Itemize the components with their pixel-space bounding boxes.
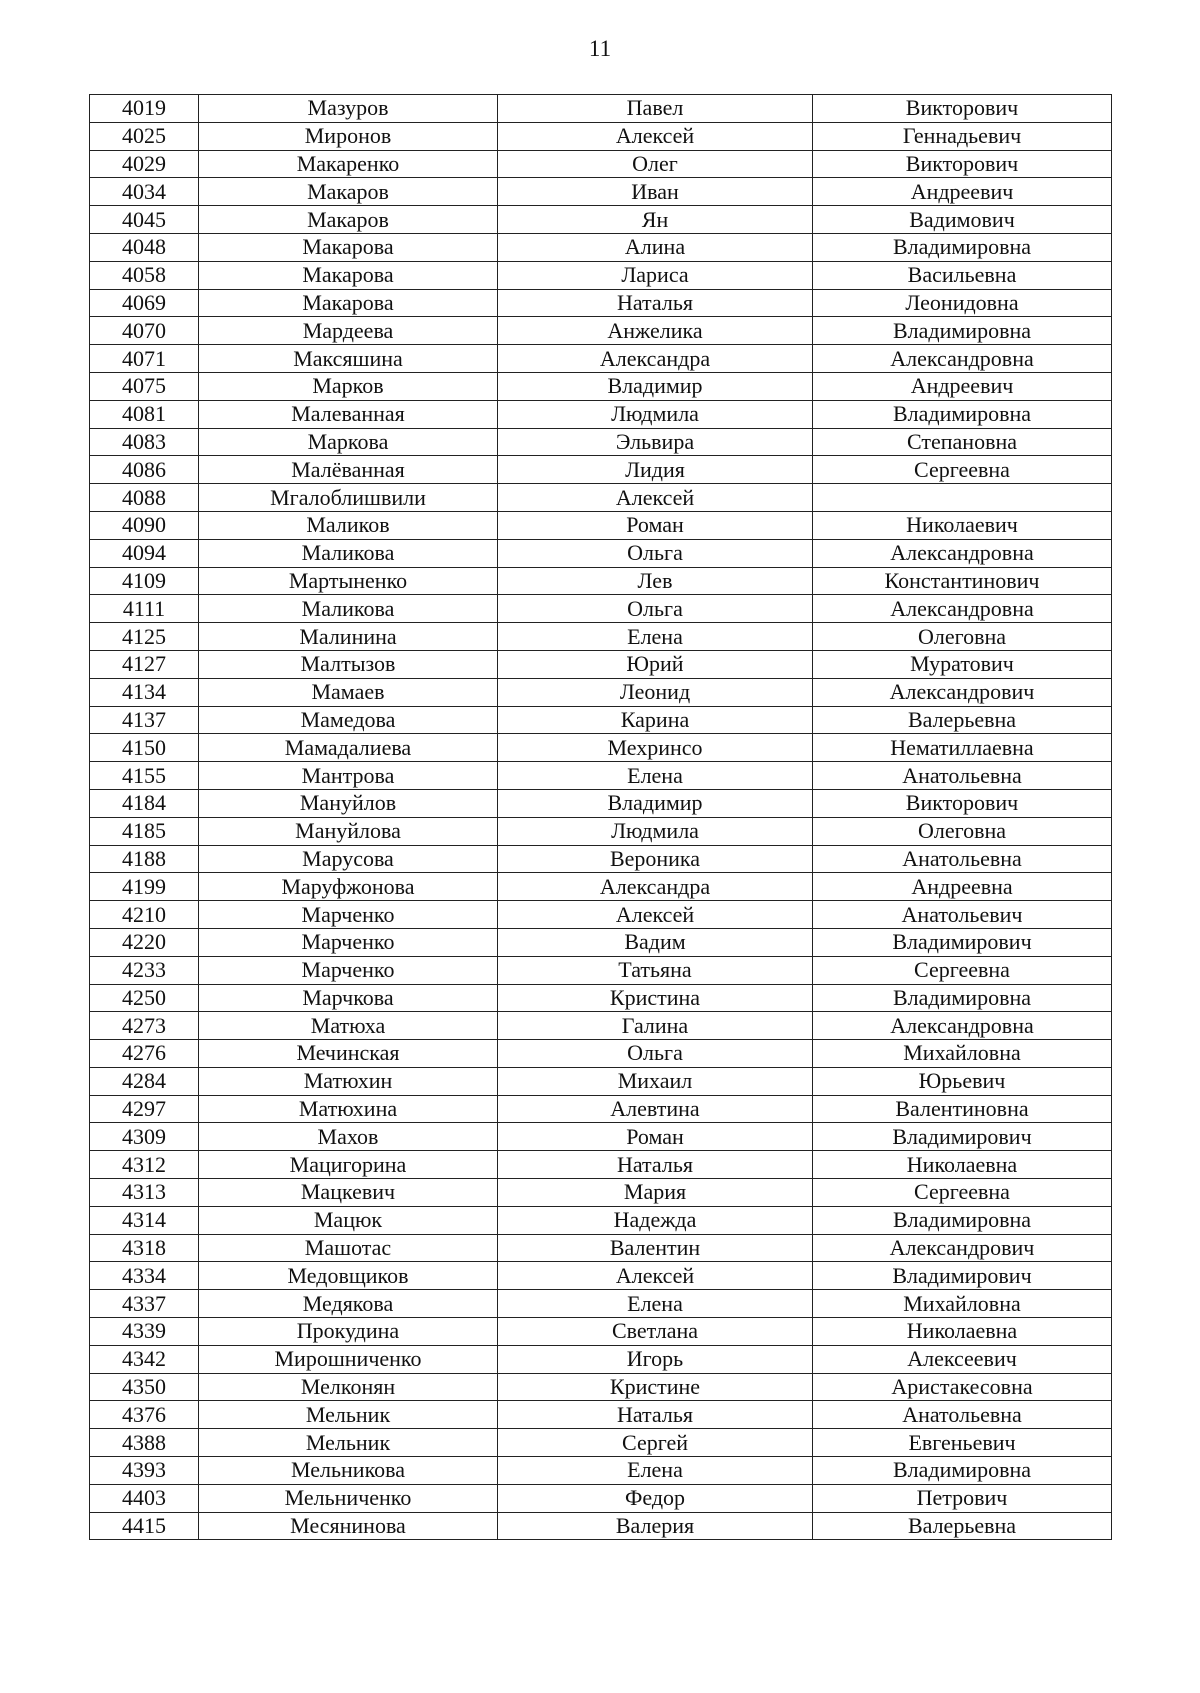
- patronymic-cell: Викторович: [813, 95, 1112, 123]
- first-name-cell: Надежда: [498, 1206, 813, 1234]
- table-row: [90, 845, 1112, 873]
- last-name-cell: Мацигорина: [199, 1151, 498, 1179]
- table-row: [90, 1457, 1112, 1485]
- patronymic-cell: Михайловна: [813, 1040, 1112, 1068]
- last-name-cell: Мануйлова: [199, 817, 498, 845]
- first-name-cell: Кристине: [498, 1373, 813, 1401]
- table-row: [90, 595, 1112, 623]
- patronymic-cell: Андреевич: [813, 372, 1112, 400]
- first-name-cell: Юрий: [498, 650, 813, 678]
- patronymic-cell: Сергеевна: [813, 956, 1112, 984]
- last-name-cell: Малинина: [199, 623, 498, 651]
- last-name-cell: Матюхина: [199, 1095, 498, 1123]
- last-name-cell: Мамаев: [199, 678, 498, 706]
- record-number-cell: 4342: [90, 1345, 199, 1373]
- record-number-cell: 4250: [90, 984, 199, 1012]
- record-number-cell: 4086: [90, 456, 199, 484]
- last-name-cell: Мгалоблишвили: [199, 484, 498, 512]
- patronymic-cell: Васильевна: [813, 261, 1112, 289]
- table-row: [90, 1262, 1112, 1290]
- last-name-cell: Марченко: [199, 956, 498, 984]
- record-number-cell: 4019: [90, 95, 199, 123]
- last-name-cell: Мантрова: [199, 762, 498, 790]
- record-number-cell: 4313: [90, 1179, 199, 1207]
- record-number-cell: 4415: [90, 1512, 199, 1540]
- table-row: [90, 1290, 1112, 1318]
- first-name-cell: Мехринсо: [498, 734, 813, 762]
- record-number-cell: 4185: [90, 817, 199, 845]
- last-name-cell: Медовщиков: [199, 1262, 498, 1290]
- record-number-cell: 4088: [90, 484, 199, 512]
- patronymic-cell: Вадимович: [813, 206, 1112, 234]
- table-row: [90, 1484, 1112, 1512]
- last-name-cell: Маликов: [199, 511, 498, 539]
- record-number-cell: 4127: [90, 650, 199, 678]
- record-number-cell: 4090: [90, 511, 199, 539]
- record-number-cell: 4109: [90, 567, 199, 595]
- last-name-cell: Мардеева: [199, 317, 498, 345]
- last-name-cell: Мельниченко: [199, 1484, 498, 1512]
- last-name-cell: Мирошниченко: [199, 1345, 498, 1373]
- first-name-cell: Наталья: [498, 289, 813, 317]
- table-row: [90, 650, 1112, 678]
- last-name-cell: Малтызов: [199, 650, 498, 678]
- record-number-cell: 4125: [90, 623, 199, 651]
- record-number-cell: 4318: [90, 1234, 199, 1262]
- table-row: [90, 1373, 1112, 1401]
- table-row: [90, 1151, 1112, 1179]
- patronymic-cell: Александрович: [813, 678, 1112, 706]
- patronymic-cell: Викторович: [813, 789, 1112, 817]
- first-name-cell: Федор: [498, 1484, 813, 1512]
- patronymic-cell: Николаевич: [813, 511, 1112, 539]
- table-row: [90, 178, 1112, 206]
- table-row: [90, 984, 1112, 1012]
- patronymic-cell: Муратович: [813, 650, 1112, 678]
- last-name-cell: Макарова: [199, 233, 498, 261]
- first-name-cell: Людмила: [498, 400, 813, 428]
- patronymic-cell: Олеговна: [813, 817, 1112, 845]
- table-row: [90, 1179, 1112, 1207]
- record-number-cell: 4233: [90, 956, 199, 984]
- table-row: [90, 1095, 1112, 1123]
- record-number-cell: 4029: [90, 150, 199, 178]
- first-name-cell: Татьяна: [498, 956, 813, 984]
- first-name-cell: Александра: [498, 345, 813, 373]
- record-number-cell: 4034: [90, 178, 199, 206]
- patronymic-cell: Владимирович: [813, 1123, 1112, 1151]
- first-name-cell: Сергей: [498, 1429, 813, 1457]
- last-name-cell: Максяшина: [199, 345, 498, 373]
- table-row: [90, 1067, 1112, 1095]
- patronymic-cell: Александровна: [813, 595, 1112, 623]
- table-row: [90, 1234, 1112, 1262]
- patronymic-cell: Олеговна: [813, 623, 1112, 651]
- last-name-cell: Марчкова: [199, 984, 498, 1012]
- record-number-cell: 4155: [90, 762, 199, 790]
- record-number-cell: 4199: [90, 873, 199, 901]
- table-row: [90, 345, 1112, 373]
- record-number-cell: 4188: [90, 845, 199, 873]
- table-row: [90, 762, 1112, 790]
- table-row: [90, 1123, 1112, 1151]
- first-name-cell: Елена: [498, 1457, 813, 1485]
- first-name-cell: Алексей: [498, 484, 813, 512]
- table-row: [90, 1206, 1112, 1234]
- table-row: [90, 623, 1112, 651]
- first-name-cell: Мария: [498, 1179, 813, 1207]
- table-row: [90, 1318, 1112, 1346]
- table-row: [90, 678, 1112, 706]
- table-row: [90, 789, 1112, 817]
- table-row: [90, 428, 1112, 456]
- table-row: [90, 456, 1112, 484]
- last-name-cell: Мартыненко: [199, 567, 498, 595]
- table-row: [90, 1012, 1112, 1040]
- record-number-cell: 4210: [90, 901, 199, 929]
- record-number-cell: 4339: [90, 1318, 199, 1346]
- patronymic-cell: Геннадьевич: [813, 122, 1112, 150]
- patronymic-cell: Александровна: [813, 1012, 1112, 1040]
- first-name-cell: Вадим: [498, 928, 813, 956]
- record-number-cell: 4070: [90, 317, 199, 345]
- record-number-cell: 4150: [90, 734, 199, 762]
- person-table: [89, 94, 1112, 1540]
- patronymic-cell: Владимировна: [813, 233, 1112, 261]
- last-name-cell: Марков: [199, 372, 498, 400]
- first-name-cell: Владимир: [498, 789, 813, 817]
- patronymic-cell: Александровна: [813, 345, 1112, 373]
- first-name-cell: Алина: [498, 233, 813, 261]
- first-name-cell: Ольга: [498, 595, 813, 623]
- last-name-cell: Малёванная: [199, 456, 498, 484]
- patronymic-cell: Владимировна: [813, 984, 1112, 1012]
- patronymic-cell: Степановна: [813, 428, 1112, 456]
- table-row: [90, 956, 1112, 984]
- last-name-cell: Мамедова: [199, 706, 498, 734]
- last-name-cell: Мазуров: [199, 95, 498, 123]
- last-name-cell: Мельникова: [199, 1457, 498, 1485]
- person-table-body: [90, 95, 1112, 1540]
- first-name-cell: Роман: [498, 511, 813, 539]
- patronymic-cell: Алексеевич: [813, 1345, 1112, 1373]
- table-row: [90, 511, 1112, 539]
- last-name-cell: Месянинова: [199, 1512, 498, 1540]
- first-name-cell: Алевтина: [498, 1095, 813, 1123]
- record-number-cell: 4276: [90, 1040, 199, 1068]
- patronymic-cell: Валерьевна: [813, 1512, 1112, 1540]
- patronymic-cell: Александровна: [813, 539, 1112, 567]
- last-name-cell: Макаров: [199, 178, 498, 206]
- record-number-cell: 4220: [90, 928, 199, 956]
- record-number-cell: 4045: [90, 206, 199, 234]
- table-row: [90, 539, 1112, 567]
- last-name-cell: Мануйлов: [199, 789, 498, 817]
- record-number-cell: 4334: [90, 1262, 199, 1290]
- table-row: [90, 261, 1112, 289]
- first-name-cell: Елена: [498, 762, 813, 790]
- patronymic-cell: Константинович: [813, 567, 1112, 595]
- table-row: [90, 289, 1112, 317]
- patronymic-cell: Андреевна: [813, 873, 1112, 901]
- first-name-cell: Людмила: [498, 817, 813, 845]
- first-name-cell: Лев: [498, 567, 813, 595]
- record-number-cell: 4376: [90, 1401, 199, 1429]
- patronymic-cell: Валерьевна: [813, 706, 1112, 734]
- patronymic-cell: Александрович: [813, 1234, 1112, 1262]
- first-name-cell: Анжелика: [498, 317, 813, 345]
- first-name-cell: Кристина: [498, 984, 813, 1012]
- table-row: [90, 206, 1112, 234]
- record-number-cell: 4309: [90, 1123, 199, 1151]
- first-name-cell: Павел: [498, 95, 813, 123]
- table-row: [90, 873, 1112, 901]
- patronymic-cell: Евгеньевич: [813, 1429, 1112, 1457]
- table-row: [90, 734, 1112, 762]
- first-name-cell: Наталья: [498, 1401, 813, 1429]
- first-name-cell: Светлана: [498, 1318, 813, 1346]
- first-name-cell: Валерия: [498, 1512, 813, 1540]
- last-name-cell: Макаров: [199, 206, 498, 234]
- patronymic-cell: Сергеевна: [813, 1179, 1112, 1207]
- first-name-cell: Владимир: [498, 372, 813, 400]
- patronymic-cell: Николаевна: [813, 1318, 1112, 1346]
- record-number-cell: 4312: [90, 1151, 199, 1179]
- record-number-cell: 4075: [90, 372, 199, 400]
- patronymic-cell: Сергеевна: [813, 456, 1112, 484]
- last-name-cell: Мельник: [199, 1401, 498, 1429]
- patronymic-cell: Николаевна: [813, 1151, 1112, 1179]
- record-number-cell: 4297: [90, 1095, 199, 1123]
- table-row: [90, 1512, 1112, 1540]
- record-number-cell: 4083: [90, 428, 199, 456]
- patronymic-cell: Анатольевна: [813, 1401, 1112, 1429]
- last-name-cell: Миронов: [199, 122, 498, 150]
- record-number-cell: 4111: [90, 595, 199, 623]
- last-name-cell: Матюхин: [199, 1067, 498, 1095]
- record-number-cell: 4388: [90, 1429, 199, 1457]
- last-name-cell: Мечинская: [199, 1040, 498, 1068]
- record-number-cell: 4284: [90, 1067, 199, 1095]
- first-name-cell: Александра: [498, 873, 813, 901]
- table-row: [90, 400, 1112, 428]
- patronymic-cell: Владимирович: [813, 1262, 1112, 1290]
- first-name-cell: Иван: [498, 178, 813, 206]
- patronymic-cell: Нематиллаевна: [813, 734, 1112, 762]
- record-number-cell: 4393: [90, 1457, 199, 1485]
- record-number-cell: 4058: [90, 261, 199, 289]
- patronymic-cell: Владимировна: [813, 400, 1112, 428]
- table-row: [90, 233, 1112, 261]
- table-row: [90, 150, 1112, 178]
- last-name-cell: Мельник: [199, 1429, 498, 1457]
- patronymic-cell: Анатольевич: [813, 901, 1112, 929]
- first-name-cell: Лидия: [498, 456, 813, 484]
- record-number-cell: 4069: [90, 289, 199, 317]
- last-name-cell: Маликова: [199, 539, 498, 567]
- first-name-cell: Ольга: [498, 539, 813, 567]
- table-row: [90, 1429, 1112, 1457]
- patronymic-cell: Владимировна: [813, 317, 1112, 345]
- first-name-cell: Алексей: [498, 1262, 813, 1290]
- patronymic-cell: Юрьевич: [813, 1067, 1112, 1095]
- first-name-cell: Олег: [498, 150, 813, 178]
- last-name-cell: Маркова: [199, 428, 498, 456]
- patronymic-cell: Петрович: [813, 1484, 1112, 1512]
- record-number-cell: 4314: [90, 1206, 199, 1234]
- table-row: [90, 1040, 1112, 1068]
- last-name-cell: Марченко: [199, 928, 498, 956]
- last-name-cell: Макарова: [199, 261, 498, 289]
- first-name-cell: Алексей: [498, 122, 813, 150]
- table-row: [90, 901, 1112, 929]
- table-row: [90, 372, 1112, 400]
- record-number-cell: 4048: [90, 233, 199, 261]
- table-row: [90, 122, 1112, 150]
- table-row: [90, 928, 1112, 956]
- last-name-cell: Марусова: [199, 845, 498, 873]
- record-number-cell: 4350: [90, 1373, 199, 1401]
- patronymic-cell: Михайловна: [813, 1290, 1112, 1318]
- first-name-cell: Карина: [498, 706, 813, 734]
- first-name-cell: Вероника: [498, 845, 813, 873]
- first-name-cell: Игорь: [498, 1345, 813, 1373]
- table-row: [90, 817, 1112, 845]
- table-row: [90, 1345, 1112, 1373]
- record-number-cell: 4273: [90, 1012, 199, 1040]
- table-row: [90, 567, 1112, 595]
- first-name-cell: Ян: [498, 206, 813, 234]
- page-number: 11: [588, 36, 612, 61]
- last-name-cell: Маруфжонова: [199, 873, 498, 901]
- last-name-cell: Макаренко: [199, 150, 498, 178]
- first-name-cell: Елена: [498, 1290, 813, 1318]
- record-number-cell: 4184: [90, 789, 199, 817]
- patronymic-cell: Владимирович: [813, 928, 1112, 956]
- first-name-cell: Леонид: [498, 678, 813, 706]
- patronymic-cell: [813, 484, 1112, 512]
- record-number-cell: 4134: [90, 678, 199, 706]
- first-name-cell: Роман: [498, 1123, 813, 1151]
- last-name-cell: Прокудина: [199, 1318, 498, 1346]
- first-name-cell: Эльвира: [498, 428, 813, 456]
- patronymic-cell: Викторович: [813, 150, 1112, 178]
- first-name-cell: Валентин: [498, 1234, 813, 1262]
- first-name-cell: Алексей: [498, 901, 813, 929]
- last-name-cell: Макарова: [199, 289, 498, 317]
- last-name-cell: Марченко: [199, 901, 498, 929]
- table-row: [90, 484, 1112, 512]
- first-name-cell: Михаил: [498, 1067, 813, 1095]
- table-row: [90, 95, 1112, 123]
- first-name-cell: Галина: [498, 1012, 813, 1040]
- record-number-cell: 4337: [90, 1290, 199, 1318]
- record-number-cell: 4403: [90, 1484, 199, 1512]
- record-number-cell: 4071: [90, 345, 199, 373]
- patronymic-cell: Анатольевна: [813, 845, 1112, 873]
- last-name-cell: Медякова: [199, 1290, 498, 1318]
- last-name-cell: Мелконян: [199, 1373, 498, 1401]
- patronymic-cell: Валентиновна: [813, 1095, 1112, 1123]
- patronymic-cell: Владимировна: [813, 1206, 1112, 1234]
- first-name-cell: Ольга: [498, 1040, 813, 1068]
- last-name-cell: Матюха: [199, 1012, 498, 1040]
- last-name-cell: Мамадалиева: [199, 734, 498, 762]
- record-number-cell: 4025: [90, 122, 199, 150]
- table-row: [90, 1401, 1112, 1429]
- first-name-cell: Лариса: [498, 261, 813, 289]
- last-name-cell: Мацюк: [199, 1206, 498, 1234]
- patronymic-cell: Владимировна: [813, 1457, 1112, 1485]
- first-name-cell: Елена: [498, 623, 813, 651]
- patronymic-cell: Анатольевна: [813, 762, 1112, 790]
- last-name-cell: Махов: [199, 1123, 498, 1151]
- table-row: [90, 317, 1112, 345]
- record-number-cell: 4094: [90, 539, 199, 567]
- last-name-cell: Маликова: [199, 595, 498, 623]
- last-name-cell: Машотас: [199, 1234, 498, 1262]
- patronymic-cell: Аристакесовна: [813, 1373, 1112, 1401]
- table-row: [90, 706, 1112, 734]
- record-number-cell: 4081: [90, 400, 199, 428]
- patronymic-cell: Леонидовна: [813, 289, 1112, 317]
- patronymic-cell: Андреевич: [813, 178, 1112, 206]
- record-number-cell: 4137: [90, 706, 199, 734]
- first-name-cell: Наталья: [498, 1151, 813, 1179]
- last-name-cell: Мацкевич: [199, 1179, 498, 1207]
- last-name-cell: Малеванная: [199, 400, 498, 428]
